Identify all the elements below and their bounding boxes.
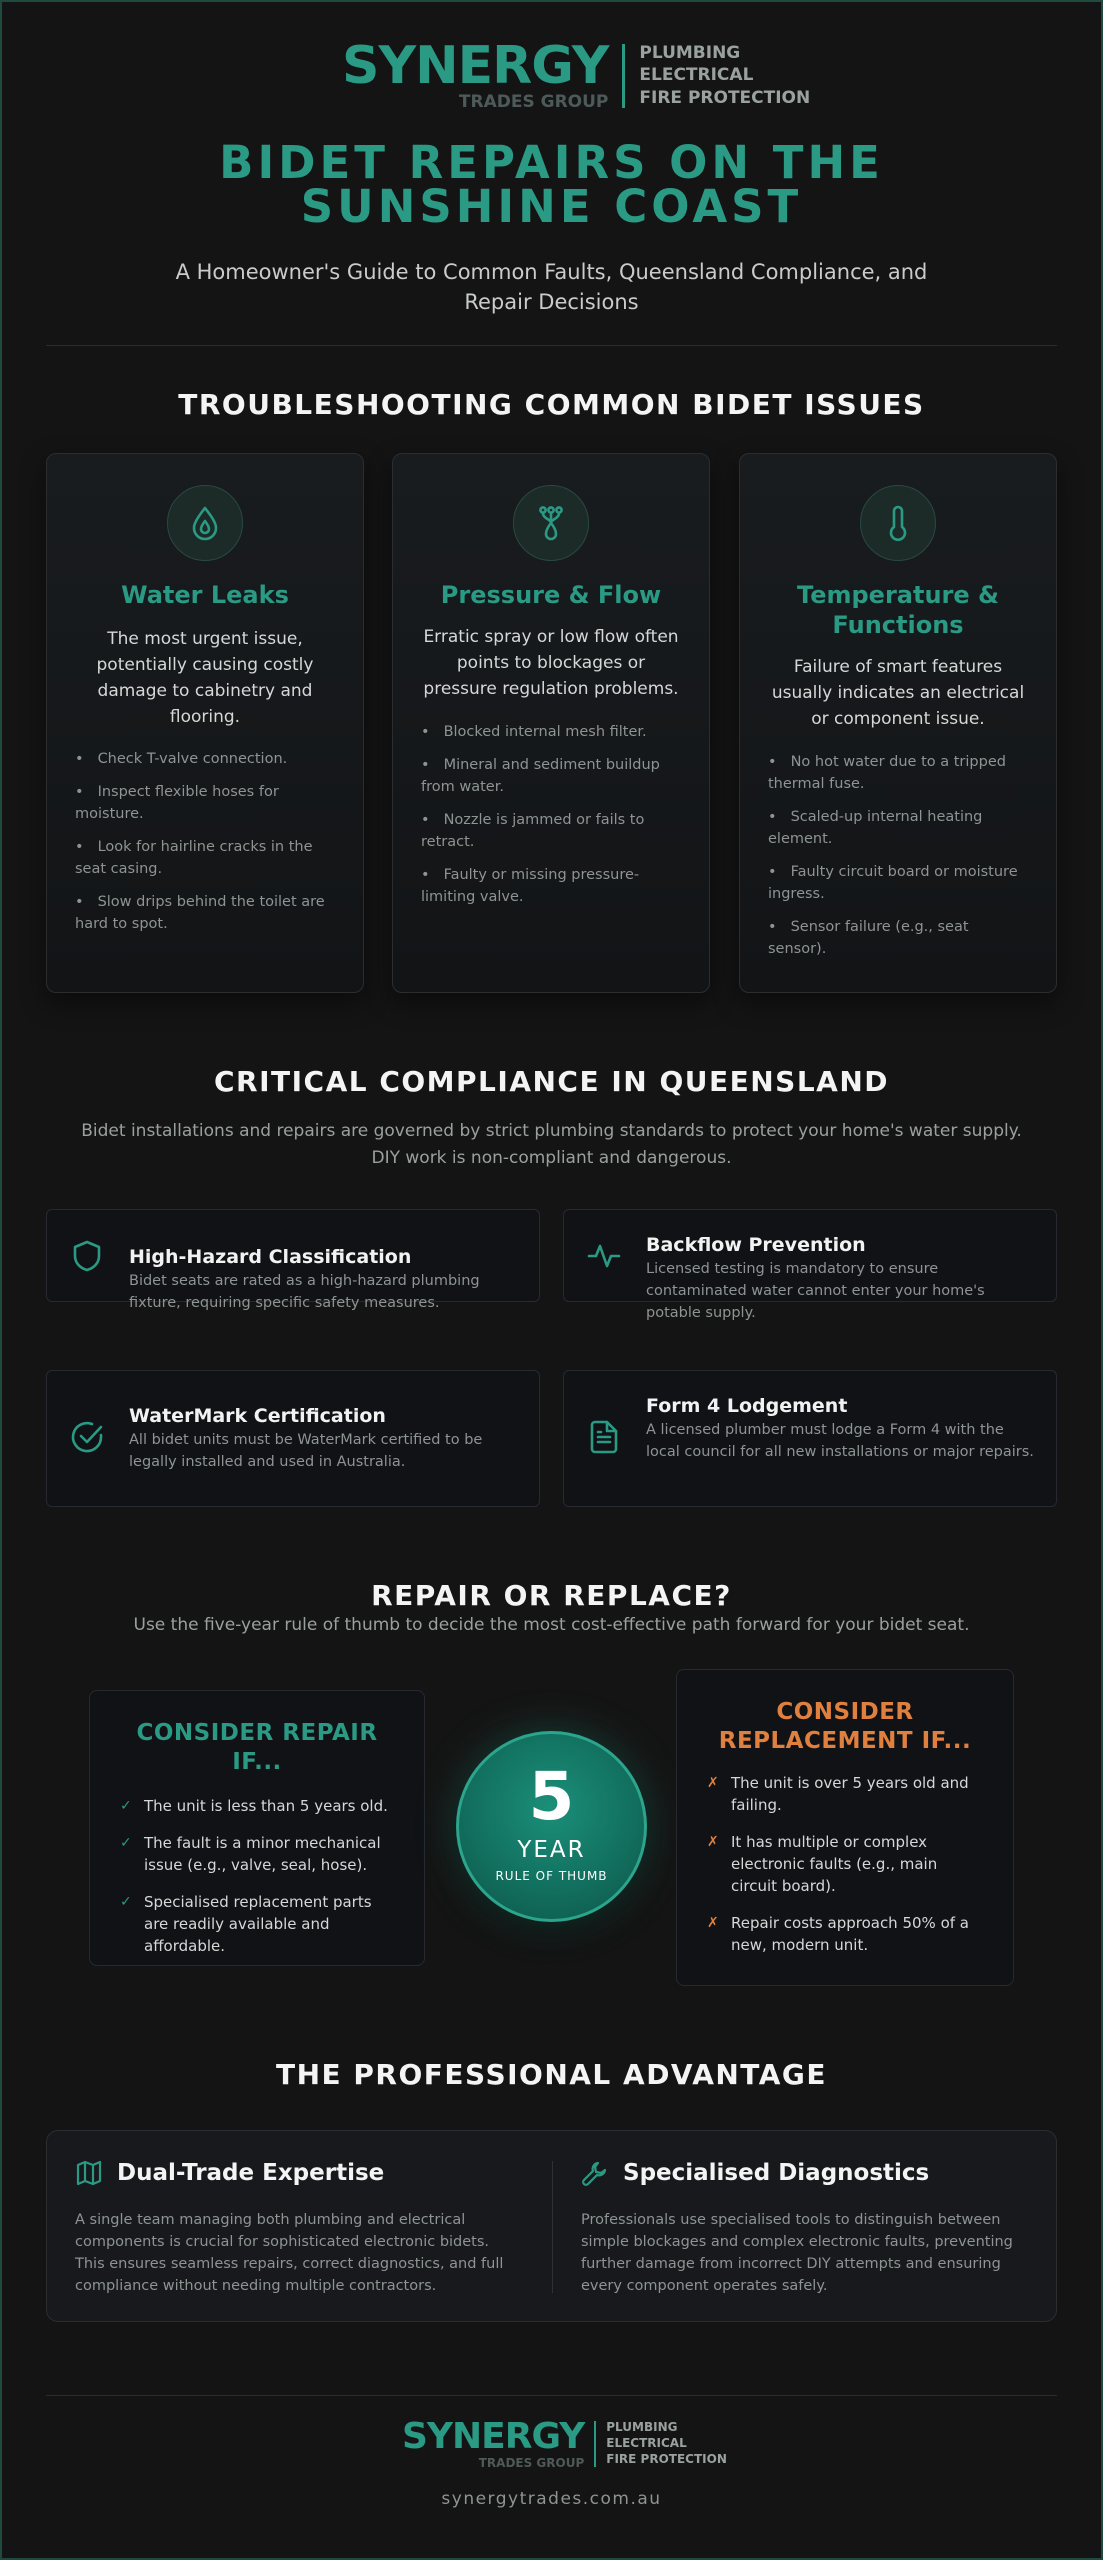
list-item <box>707 1912 987 1956</box>
logo-wordmark <box>402 2416 585 2470</box>
list-item: • Look for hairline cracks in the seat casing. <box>75 836 335 880</box>
repair-card <box>89 1690 425 1966</box>
compliance-card-title: Backflow Prevention <box>646 1234 866 1256</box>
logo-trade: ELECTRICAL <box>606 2436 687 2451</box>
advantage-diagnostics <box>581 2159 1021 2297</box>
troubleshooting-title: TROUBLESHOOTING COMMON BIDET ISSUES <box>178 388 925 421</box>
cross-icon: ✗ <box>707 1834 719 1850</box>
advantage-item-title: Dual-Trade Expertise <box>117 2160 385 2186</box>
logo-name: SYNERGY <box>342 36 609 96</box>
logo-subtitle: TRADES GROUP <box>458 92 609 112</box>
logo-divider <box>594 2421 596 2467</box>
list-item: • Faulty circuit board or moisture ingress. <box>768 861 1028 905</box>
compliance-card-backflow <box>563 1209 1057 1321</box>
logo-trades <box>639 42 810 109</box>
decision-description: Use the five-year rule of thumb to decide the most cost-effective path forward for your bidet seat. <box>133 1615 970 1635</box>
activity-pulse-icon <box>586 1238 622 1274</box>
advantage-item-description: Professionals use specialised tools to distinguish between simple blockages and complex electronic faults, preventing further damage from incorrect DIY attempts and ensuring every component operates safely. <box>581 2212 1013 2294</box>
condition-text: The unit is less than 5 years old. <box>144 1797 388 1815</box>
repair-conditions <box>120 1795 398 1972</box>
wrench-icon <box>581 2159 609 2187</box>
badge-caption: RULE OF THUMB <box>495 1869 608 1883</box>
decision-title: REPAIR OR REPLACE? <box>371 1579 732 1612</box>
repair-card-title: CONSIDER REPAIR IF... <box>136 1720 378 1775</box>
thermometer-icon <box>860 485 936 561</box>
advantage-item-title: Specialised Diagnostics <box>623 2160 930 2186</box>
check-icon: ✓ <box>120 1894 132 1910</box>
advantage-title: THE PROFESSIONAL ADVANTAGE <box>275 2058 828 2091</box>
compliance-description: Bidet installations and repairs are governed by strict plumbing standards to protect your home's water supply. DIY work is non-compliant and dangerous. <box>81 1121 1022 1168</box>
compliance-card-title: High-Hazard Classification <box>129 1246 412 1268</box>
brand-logo[interactable] <box>342 36 811 112</box>
list-item: • Faulty or missing pressure-limiting valve. <box>421 864 681 908</box>
advantage-card <box>46 2130 1057 2322</box>
map-icon <box>75 2159 103 2187</box>
issue-card-pressure-flow <box>392 453 710 993</box>
condition-text: Specialised replacement parts are readily available and affordable. <box>144 1893 372 1955</box>
section-divider <box>46 345 1057 346</box>
list-item: • No hot water due to a tripped thermal fuse. <box>768 751 1028 795</box>
issue-description: The most urgent issue, potentially causing costly damage to cabinetry and flooring. <box>96 629 314 727</box>
compliance-card-form4 <box>563 1370 1057 1507</box>
five-year-badge <box>456 1731 647 1922</box>
document-icon <box>586 1419 622 1455</box>
replace-conditions <box>707 1772 987 1971</box>
footer-logo[interactable] <box>402 2416 727 2470</box>
compliance-card-description: Licensed testing is mandatory to ensure contaminated water cannot enter your home's potable supply. <box>646 1261 985 1321</box>
logo-trade: FIRE PROTECTION <box>606 2451 727 2466</box>
issue-title: Water Leaks <box>121 581 289 609</box>
logo-trade: PLUMBING <box>639 42 741 63</box>
check-circle-icon <box>69 1419 105 1455</box>
check-icon: ✓ <box>120 1835 132 1851</box>
issue-checklist <box>768 751 1028 971</box>
shield-icon <box>69 1238 105 1274</box>
list-item <box>707 1772 987 1816</box>
replace-card-title: CONSIDER REPLACEMENT IF... <box>718 1699 972 1754</box>
list-item: • Mineral and sediment buildup from water. <box>421 754 681 798</box>
compliance-card-description: Bidet seats are rated as a high-hazard plumbing fixture, requiring specific safety measures. <box>129 1273 480 1311</box>
footer-divider <box>46 2395 1057 2396</box>
logo-trade: FIRE PROTECTION <box>639 87 811 108</box>
compliance-card-high-hazard <box>46 1209 540 1311</box>
list-item: • Blocked internal mesh filter. <box>421 721 681 743</box>
compliance-card-description: A licensed plumber must lodge a Form 4 with the local council for all new installations or major repairs. <box>646 1422 1034 1460</box>
logo-subtitle: TRADES GROUP <box>478 2456 585 2470</box>
page-subtitle: A Homeowner's Guide to Common Faults, Queensland Compliance, and Repair Decisions <box>175 260 928 314</box>
logo-divider <box>622 44 625 108</box>
advantage-divider <box>552 2161 553 2293</box>
issue-checklist <box>75 748 335 946</box>
issue-description: Erratic spray or low flow often points to blockages or pressure regulation problems. <box>423 627 679 699</box>
list-item <box>120 1832 398 1876</box>
website-link[interactable]: synergytrades.com.au <box>441 2489 662 2509</box>
condition-text: Repair costs approach 50% of a new, modern unit. <box>731 1914 969 1954</box>
issue-card-temperature <box>739 453 1057 993</box>
replace-card <box>676 1669 1014 1986</box>
cross-icon: ✗ <box>707 1915 719 1931</box>
list-item <box>120 1891 398 1957</box>
advantage-item-description: A single team managing both plumbing and electrical components is crucial for sophisticated electronic bidets. This ensures seamless repairs, correct diagnostics, and full compliance without needing multiple contractors. <box>75 2212 504 2294</box>
compliance-card-title: WaterMark Certification <box>129 1405 386 1427</box>
issue-card-water-leaks <box>46 453 364 993</box>
issue-title: Pressure & Flow <box>440 581 662 609</box>
list-item: • Scaled-up internal heating element. <box>768 806 1028 850</box>
check-icon: ✓ <box>120 1798 132 1814</box>
list-item: • Nozzle is jammed or fails to retract. <box>421 809 681 853</box>
issue-description: Failure of smart features usually indicates an electrical or component issue. <box>771 657 1025 729</box>
condition-text: The fault is a minor mechanical issue (e.g., valve, seal, hose). <box>144 1834 381 1874</box>
list-item <box>707 1831 987 1897</box>
list-item: • Inspect flexible hoses for moisture. <box>75 781 335 825</box>
issue-title: Temperature & Functions <box>797 581 999 639</box>
logo-trade: PLUMBING <box>606 2420 678 2435</box>
list-item: • Slow drips behind the toilet are hard to spot. <box>75 891 335 935</box>
advantage-dual-trade <box>75 2159 515 2297</box>
issue-checklist <box>421 721 681 919</box>
logo-trades <box>606 2420 727 2467</box>
list-item: • Check T-valve connection. <box>75 748 335 770</box>
compliance-card-title: Form 4 Lodgement <box>646 1395 848 1417</box>
condition-text: It has multiple or complex electronic faults (e.g., main circuit board). <box>731 1833 938 1895</box>
list-item <box>120 1795 398 1817</box>
badge-unit: YEAR <box>517 1837 586 1863</box>
logo-wordmark <box>342 36 609 112</box>
pressure-gauge-icon <box>513 485 589 561</box>
cross-icon: ✗ <box>707 1775 719 1791</box>
condition-text: The unit is over 5 years old and failing. <box>731 1774 969 1814</box>
water-drop-icon <box>167 485 243 561</box>
compliance-card-watermark <box>46 1370 540 1507</box>
compliance-title: CRITICAL COMPLIANCE IN QUEENSLAND <box>213 1065 890 1098</box>
logo-name: SYNERGY <box>402 2416 585 2457</box>
page-title: BIDET REPAIRS ON THE SUNSHINE COAST <box>219 136 884 233</box>
list-item: • Sensor failure (e.g., seat sensor). <box>768 916 1028 960</box>
compliance-card-description: All bidet units must be WaterMark certified to be legally installed and used in Australia. <box>129 1432 483 1470</box>
badge-number: 5 <box>528 1758 575 1835</box>
logo-trade: ELECTRICAL <box>639 65 754 86</box>
